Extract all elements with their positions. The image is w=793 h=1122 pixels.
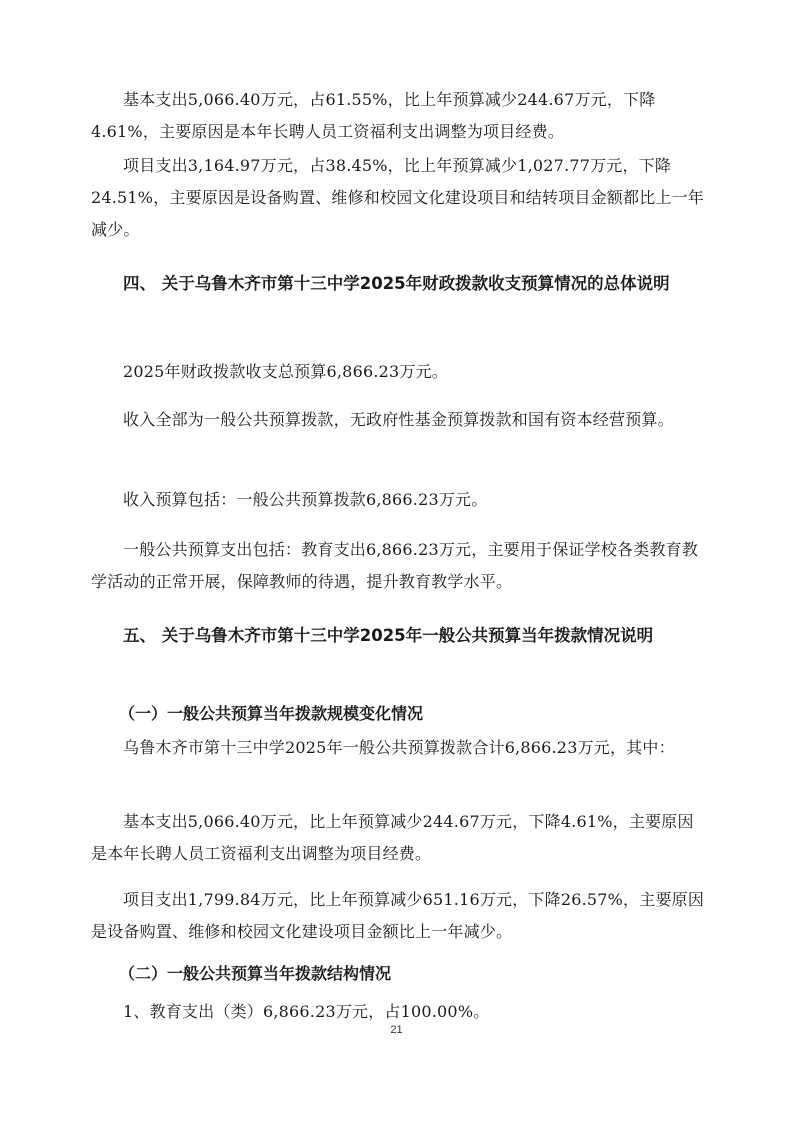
section-heading-4: 四、 关于乌鲁木齐市第十三中学2025年财政拨款收支预算情况的总体说明 (123, 274, 670, 293)
section-heading-5: 五、 关于乌鲁木齐市第十三中学2025年一般公共预算当年拨款情况说明 (123, 626, 654, 645)
subheading-scale-change: （一）一般公共预算当年拨款规模变化情况 (119, 704, 424, 723)
paragraph-general-total: 乌鲁木齐市第十三中学2025年一般公共预算拨款合计6,866.23万元，其中： (123, 738, 675, 757)
paragraph-income-composition: 收入全部为一般公共预算拨款，无政府性基金预算拨款和国有资本经营预算。 (123, 410, 674, 429)
subheading-structure: （二）一般公共预算当年拨款结构情况 (119, 964, 392, 983)
paragraph-general-expenditure: 一般公共预算支出包括：教育支出6,866.23万元，主要用于保证学校各类教育教学活动的正常开展，保障教师的待遇，提升教育教学水平。 (91, 540, 699, 591)
paragraph-project-expenditure: 项目支出3,164.97万元，占38.45%，比上年预算减少1,027.77万元，下降24.51%，主要原因是设备购置、维修和校园文化建设项目和结转项目金额都比上一年减少。 (91, 156, 705, 239)
paragraph-basic-expenditure: 基本支出5,066.40万元，占61.55%，比上年预算减少244.67万元，下降4.61%，主要原因是本年长聘人员工资福利支出调整为项目经费。 (91, 90, 656, 141)
paragraph-basic-expenditure-2: 基本支出5,066.40万元，比上年预算减少244.67万元，下降4.61%，主要原因是本年长聘人员工资福利支出调整为项目经费。 (91, 812, 694, 863)
page-number: 21 (390, 1024, 403, 1036)
paragraph-project-expenditure-2: 项目支出1,799.84万元，比上年预算减少651.16万元，下降26.57%，主要原因是设备购置、维修和校园文化建设项目金额比上一年减少。 (91, 890, 705, 941)
paragraph-total-budget: 2025年财政拨款收支总预算6,866.23万元。 (123, 362, 448, 381)
paragraph-education-expenditure: 1、教育支出（类）6,866.23万元，占100.00%。 (123, 1002, 490, 1021)
paragraph-income-budget: 收入预算包括：一般公共预算拨款6,866.23万元。 (123, 490, 488, 509)
